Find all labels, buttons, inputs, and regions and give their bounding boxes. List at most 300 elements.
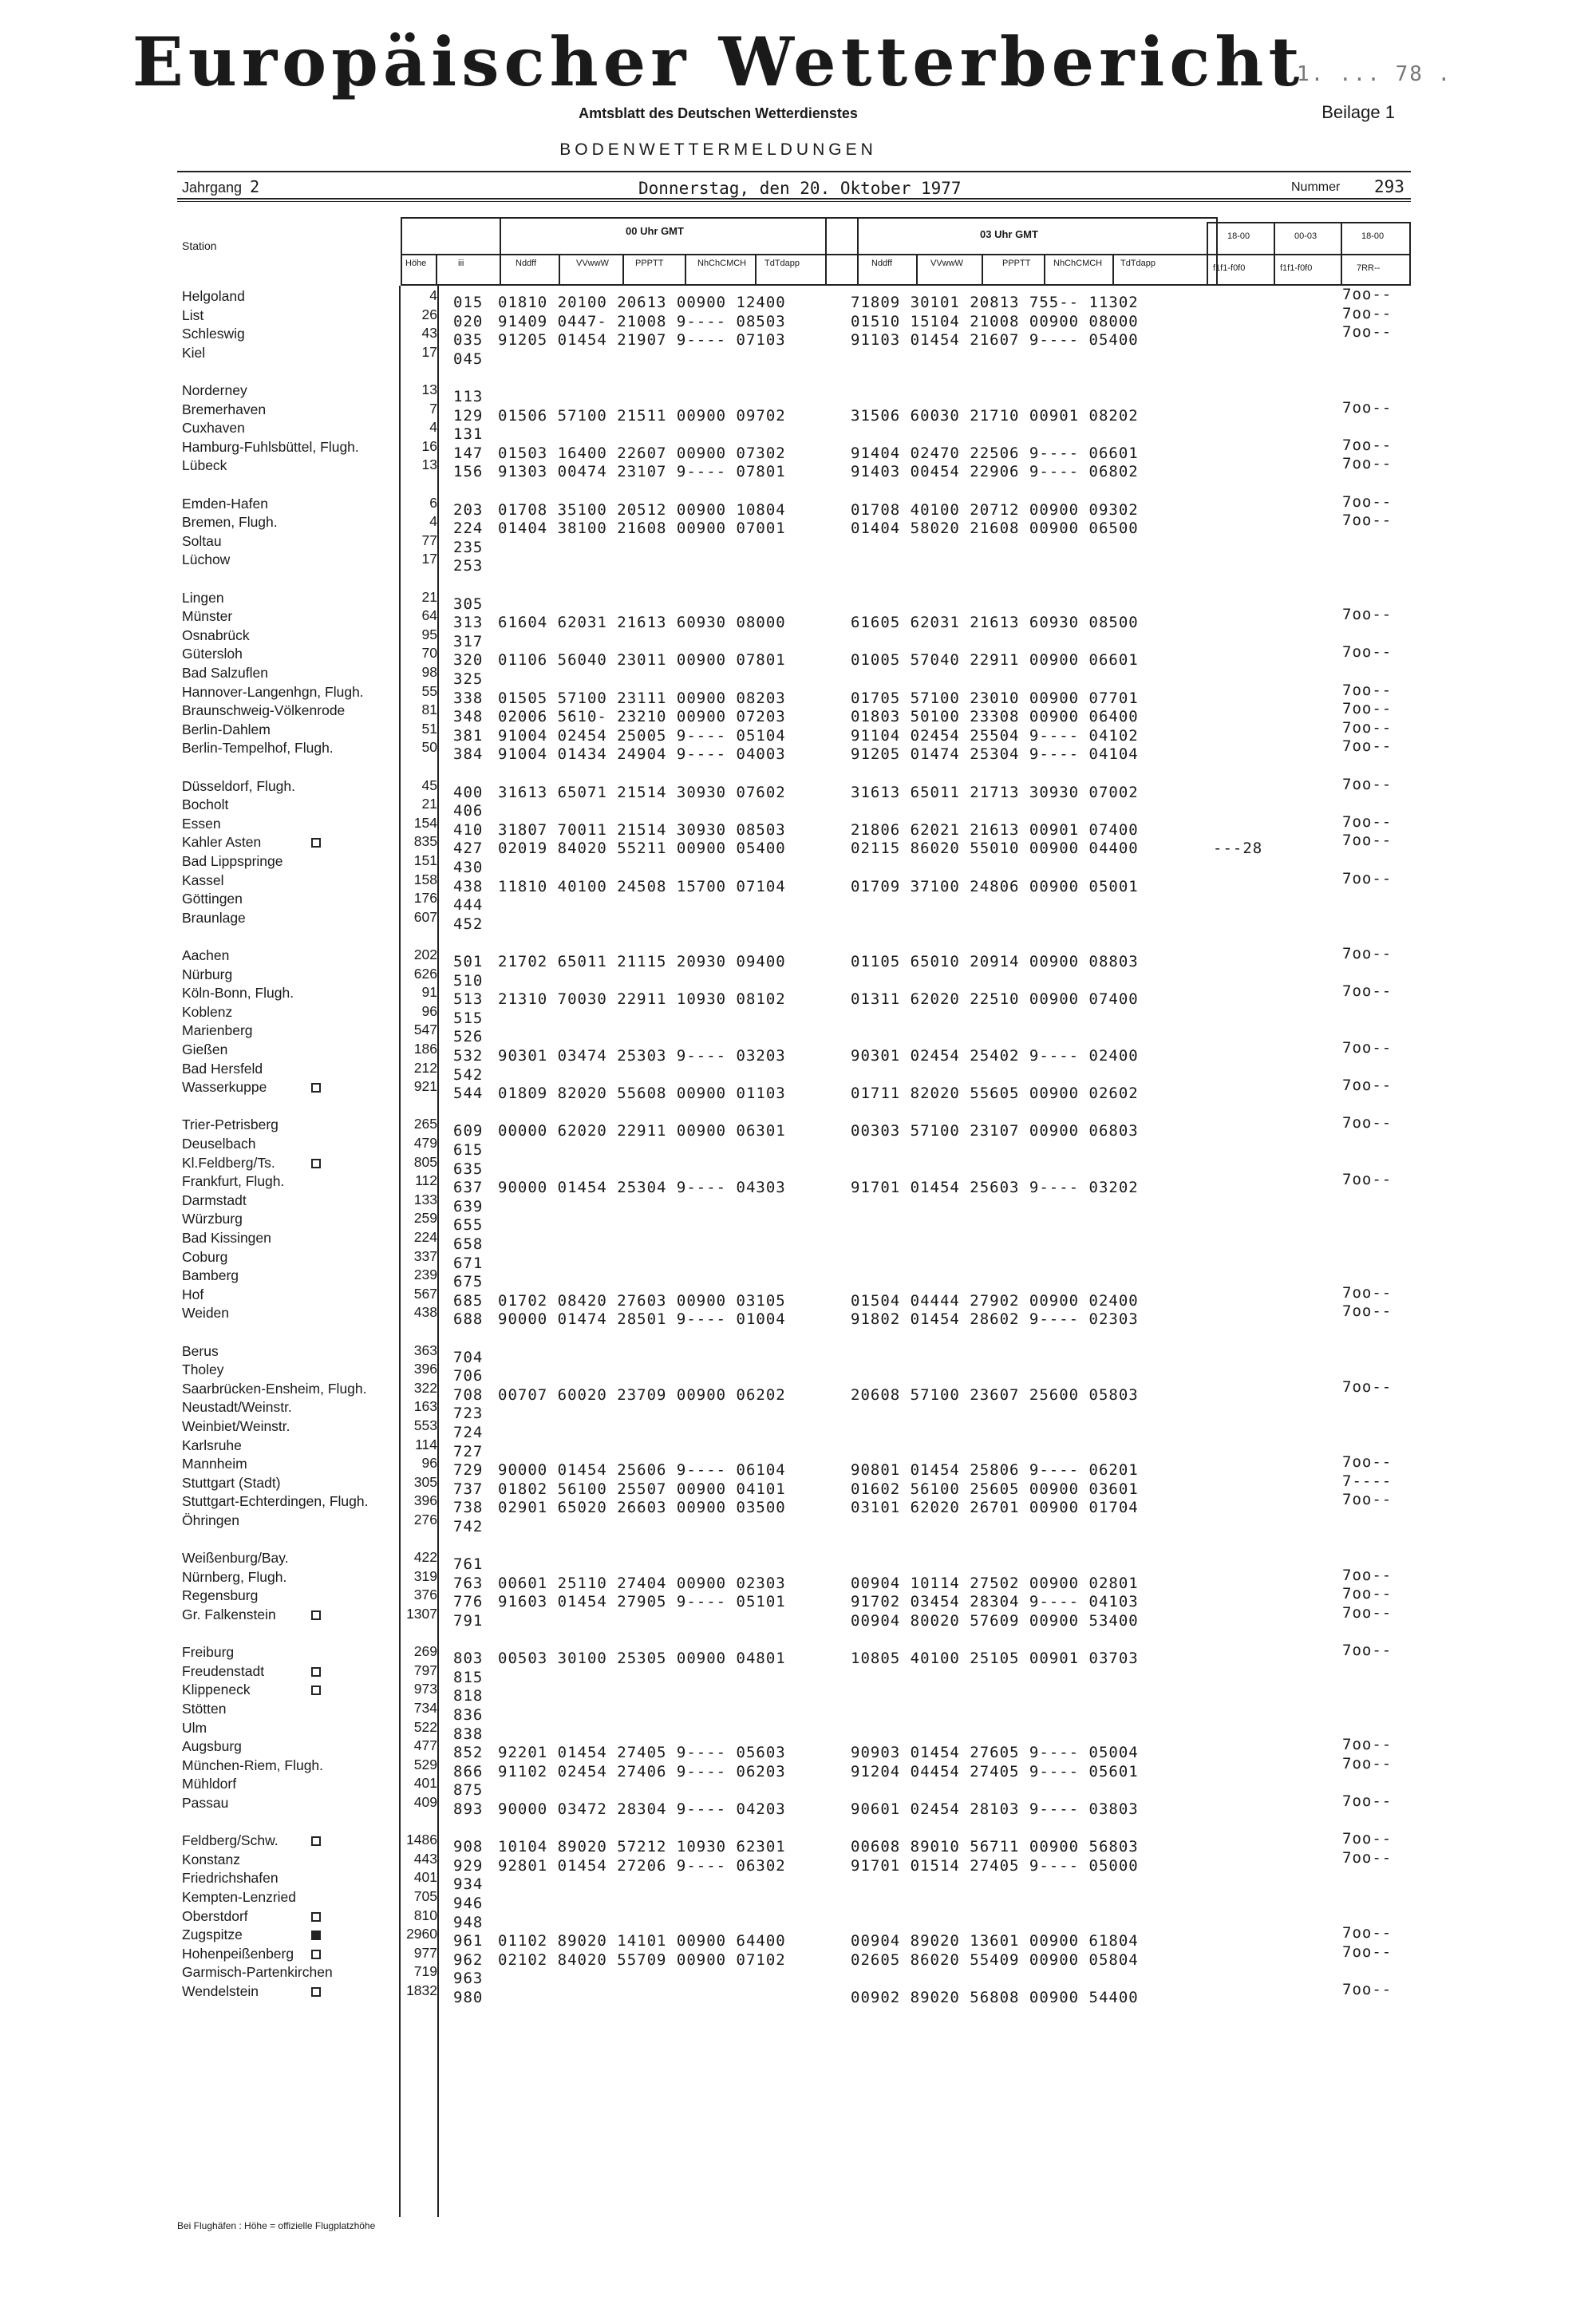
station-name: Emden-Hafen bbox=[182, 495, 268, 512]
station-name: München-Riem, Flugh. bbox=[182, 1757, 324, 1773]
station-height: 797 bbox=[413, 1662, 437, 1678]
obs-00-gmt: 01102 89020 14101 00900 64400 bbox=[498, 1932, 786, 1950]
station-id: 763 bbox=[453, 1574, 484, 1592]
square-marker bbox=[311, 1836, 321, 1846]
precip-group: 7oo-- bbox=[1342, 1981, 1393, 1998]
station-name: Berlin-Dahlem bbox=[182, 721, 271, 737]
station-name: Gießen bbox=[182, 1041, 228, 1057]
station-name: Weinbiet/Weinstr. bbox=[182, 1418, 290, 1434]
station-id: 147 bbox=[453, 444, 484, 462]
obs-00-gmt: 01809 82020 55608 00900 01103 bbox=[498, 1085, 786, 1103]
precip-group: 7oo-- bbox=[1342, 1604, 1393, 1622]
obs-00-gmt: 01810 20100 20613 00900 12400 bbox=[498, 294, 786, 311]
station-height: 396 bbox=[413, 1361, 437, 1377]
station-name: Lüchow bbox=[182, 551, 231, 568]
station-name: Bad Salzuflen bbox=[182, 665, 268, 681]
station-name: Marienberg bbox=[182, 1022, 253, 1039]
station-name: Hohenpeißenberg bbox=[182, 1945, 294, 1962]
obs-00-gmt: 92201 01454 27405 9---- 05603 bbox=[498, 1744, 786, 1762]
station-id: 444 bbox=[453, 896, 484, 915]
station-name: Nürnberg, Flugh. bbox=[182, 1568, 287, 1585]
group-00-header: 00 Uhr GMT bbox=[626, 225, 684, 237]
station-id: 738 bbox=[453, 1499, 484, 1517]
obs-03-gmt: 91802 01454 28602 9---- 02303 bbox=[851, 1310, 1139, 1329]
station-name: Braunschweig-Völkenrode bbox=[182, 702, 346, 719]
station-height: 21 bbox=[421, 796, 437, 812]
obs-03-gmt: 00904 10114 27502 00900 02801 bbox=[851, 1574, 1139, 1592]
obs-00-gmt: 91303 00474 23107 9---- 07801 bbox=[498, 463, 786, 481]
obs-03-gmt: 91104 02454 25504 9---- 04102 bbox=[851, 726, 1139, 745]
station-id: 129 bbox=[453, 406, 484, 425]
obs-00-gmt: 31613 65071 21514 30930 07602 bbox=[498, 783, 786, 801]
obs-03-gmt: 90801 01454 25806 9---- 06201 bbox=[851, 1461, 1139, 1480]
precip-group: 7oo-- bbox=[1342, 737, 1393, 756]
station-height: 151 bbox=[413, 852, 437, 868]
obs-00-gmt: 11810 40100 24508 15700 07104 bbox=[498, 877, 786, 895]
station-id: 131 bbox=[453, 425, 484, 444]
station-id: 510 bbox=[453, 971, 484, 990]
station-name: Hannover-Langenhgn, Flugh. bbox=[182, 683, 364, 700]
station-id: 875 bbox=[453, 1781, 484, 1800]
station-id: 235 bbox=[453, 538, 484, 556]
station-id: 305 bbox=[453, 595, 484, 613]
station-name: Köln-Bonn, Flugh. bbox=[182, 985, 294, 1002]
station-height: 835 bbox=[413, 833, 437, 850]
station-height: 805 bbox=[413, 1153, 437, 1170]
nummer-value: 293 bbox=[1374, 177, 1404, 196]
station-height: 401 bbox=[413, 1775, 437, 1792]
obs-00-gmt: 01708 35100 20512 00900 10804 bbox=[498, 500, 786, 519]
station-height: 77 bbox=[421, 532, 437, 548]
station-name: Wendelstein bbox=[182, 1983, 259, 1999]
station-name: Tholey bbox=[182, 1361, 224, 1378]
station-id: 963 bbox=[453, 1970, 484, 1988]
station-height: 305 bbox=[413, 1473, 437, 1490]
station-height: 154 bbox=[413, 814, 437, 831]
obs-00-gmt: 01503 16400 22607 00900 07302 bbox=[498, 444, 786, 462]
station-name: Helgoland bbox=[182, 288, 245, 304]
station-name: Cuxhaven bbox=[182, 420, 245, 437]
obs-03-gmt: 61605 62031 21613 60930 08500 bbox=[851, 614, 1139, 632]
obs-03-gmt: 91103 01454 21607 9---- 05400 bbox=[851, 331, 1139, 350]
obs-00-gmt: 91004 02454 25005 9---- 05104 bbox=[498, 726, 786, 745]
station-id: 737 bbox=[453, 1480, 484, 1498]
station-height: 547 bbox=[413, 1022, 437, 1038]
station-name: Freiburg bbox=[182, 1644, 235, 1661]
station-id: 803 bbox=[453, 1650, 484, 1668]
date-rule-thin bbox=[177, 201, 1411, 202]
b-sub-1: Nddff bbox=[871, 259, 893, 268]
obs-03-gmt: 02115 86020 55010 00900 04400 bbox=[851, 840, 1139, 858]
station-id: 639 bbox=[453, 1197, 484, 1215]
station-id: 893 bbox=[453, 1800, 484, 1818]
station-name: Freudenstadt bbox=[182, 1662, 265, 1679]
station-name: Öhringen bbox=[182, 1512, 239, 1528]
station-height: 719 bbox=[413, 1963, 437, 1980]
station-id: 791 bbox=[453, 1612, 484, 1630]
station-name: Darmstadt bbox=[182, 1192, 247, 1208]
obs-00-gmt: 02901 65020 26603 00900 03500 bbox=[498, 1499, 786, 1517]
r1-header: 18-00 bbox=[1227, 231, 1250, 241]
station-height: 239 bbox=[413, 1267, 437, 1283]
station-id: 400 bbox=[453, 783, 484, 801]
obs-00-gmt: 02102 84020 55709 00900 07102 bbox=[498, 1950, 786, 1969]
precip-group: 7oo-- bbox=[1342, 455, 1393, 473]
station-id: 313 bbox=[453, 614, 484, 632]
b-sub-4: NhChCMCH bbox=[1053, 259, 1103, 268]
station-id: 637 bbox=[453, 1179, 484, 1197]
obs-00-gmt: 01802 56100 25507 00900 04101 bbox=[498, 1480, 786, 1498]
obs-00-gmt: 01702 08420 27603 00900 03105 bbox=[498, 1291, 786, 1310]
station-height: 319 bbox=[413, 1567, 437, 1584]
station-id: 224 bbox=[453, 520, 484, 538]
station-height: 259 bbox=[413, 1210, 437, 1227]
a-sub-1: Nddff bbox=[516, 259, 537, 268]
obs-00-gmt: 10104 89020 57212 10930 62301 bbox=[498, 1838, 786, 1856]
station-name: Ulm bbox=[182, 1719, 207, 1736]
station-name: Bremen, Flugh. bbox=[182, 514, 278, 531]
station-height: 43 bbox=[421, 325, 437, 342]
station-height: 202 bbox=[413, 946, 437, 962]
subtitle: Amtsblatt des Deutschen Wetterdienstes bbox=[579, 105, 858, 121]
header-mid-rule bbox=[401, 254, 1218, 255]
station-name: Konstanz bbox=[182, 1851, 240, 1867]
square-marker bbox=[311, 1987, 321, 1997]
nummer-label: Nummer bbox=[1291, 180, 1341, 194]
station-name: Osnabrück bbox=[182, 626, 250, 643]
station-id: 609 bbox=[453, 1122, 484, 1140]
precip-group: 7oo-- bbox=[1342, 982, 1393, 1001]
station-name: Kassel bbox=[182, 871, 224, 888]
obs-03-gmt: 71809 30101 20813 755-- 11302 bbox=[851, 294, 1139, 311]
obs-03-gmt: 01404 58020 21608 00900 06500 bbox=[851, 520, 1139, 538]
square-marker bbox=[311, 1686, 321, 1695]
station-height: 567 bbox=[413, 1285, 437, 1302]
r2-header: 00-03 bbox=[1294, 231, 1317, 241]
station-height: 70 bbox=[421, 645, 437, 662]
obs-03-gmt: 90601 02454 28103 9---- 03803 bbox=[851, 1800, 1139, 1818]
station-name: Koblenz bbox=[182, 1003, 233, 1020]
station-id: 934 bbox=[453, 1875, 484, 1894]
r3-header: 18-00 bbox=[1361, 231, 1385, 241]
obs-03-gmt: 01105 65010 20914 00900 08803 bbox=[851, 953, 1139, 970]
station-id: 542 bbox=[453, 1065, 484, 1084]
obs-00-gmt: 91004 01434 24904 9---- 04003 bbox=[498, 745, 786, 764]
precip-group: 7oo-- bbox=[1342, 492, 1393, 511]
station-id: 685 bbox=[453, 1291, 484, 1310]
obs-00-gmt: 90000 01454 25304 9---- 04303 bbox=[498, 1179, 786, 1197]
jahrgang-label: Jahrgang 2 bbox=[182, 177, 260, 196]
station-height: 1486 bbox=[406, 1832, 437, 1848]
station-id: 962 bbox=[453, 1950, 484, 1969]
precip-group: 7oo-- bbox=[1342, 1642, 1393, 1660]
obs-00-gmt: 91102 02454 27406 9---- 06203 bbox=[498, 1762, 786, 1780]
obs-03-gmt: 31613 65011 21713 30930 07002 bbox=[851, 783, 1139, 801]
obs-03-gmt: 01504 04444 27902 00900 02400 bbox=[851, 1291, 1139, 1310]
station-id: 815 bbox=[453, 1668, 484, 1686]
station-height: 17 bbox=[421, 551, 437, 567]
precip-group: 7oo-- bbox=[1342, 1283, 1393, 1302]
a-sub-4: NhChCMCH bbox=[697, 259, 747, 268]
obs-00-gmt: 00601 25110 27404 00900 02303 bbox=[498, 1574, 786, 1592]
square-marker bbox=[311, 838, 321, 848]
station-height: 7 bbox=[429, 400, 437, 417]
station-height: 91 bbox=[421, 984, 437, 1001]
station-height: 337 bbox=[413, 1247, 437, 1264]
station-height: 363 bbox=[413, 1342, 437, 1358]
station-id: 430 bbox=[453, 859, 484, 876]
station-id: 532 bbox=[453, 1047, 484, 1065]
station-height: 396 bbox=[413, 1492, 437, 1509]
station-name: Essen bbox=[182, 815, 221, 832]
station-name: Regensburg bbox=[182, 1587, 259, 1604]
precip-group: 7oo-- bbox=[1342, 869, 1393, 887]
obs-03-gmt: 01005 57040 22911 00900 06601 bbox=[851, 651, 1139, 670]
precip-group: 7oo-- bbox=[1342, 718, 1393, 737]
station-height: 45 bbox=[421, 777, 437, 793]
station-id: 156 bbox=[453, 463, 484, 481]
b-sub-2: VVwwW bbox=[930, 259, 963, 268]
header-box bbox=[401, 217, 1218, 286]
station-name: Düsseldorf, Flugh. bbox=[182, 777, 296, 794]
obs-03-gmt: 31506 60030 21710 00901 08202 bbox=[851, 406, 1139, 425]
station-id: 723 bbox=[453, 1405, 484, 1423]
precip-group: 7oo-- bbox=[1342, 1792, 1393, 1810]
station-height: 276 bbox=[413, 1512, 437, 1527]
station-id: 776 bbox=[453, 1593, 484, 1611]
square-marker bbox=[311, 1610, 321, 1620]
station-name: Stuttgart (Stadt) bbox=[182, 1474, 281, 1491]
station-id: 406 bbox=[453, 802, 484, 820]
station-height: 401 bbox=[413, 1869, 437, 1886]
obs-03-gmt: 01709 37100 24806 00900 05001 bbox=[851, 877, 1139, 895]
station-id: 020 bbox=[453, 312, 484, 330]
station-name: Schleswig bbox=[182, 326, 245, 342]
station-id: 035 bbox=[453, 331, 484, 350]
station-height: 409 bbox=[413, 1794, 437, 1810]
obs-00-gmt: 00707 60020 23709 00900 06202 bbox=[498, 1385, 786, 1404]
obs-03-gmt: 91205 01474 25304 9---- 04104 bbox=[851, 745, 1139, 764]
obs-00-gmt: 01506 57100 21511 00900 09702 bbox=[498, 406, 786, 425]
station-name: Norderney bbox=[182, 382, 247, 398]
b-sub-5: TdTdapp bbox=[1120, 259, 1156, 268]
station-id: 317 bbox=[453, 632, 484, 650]
station-height: 96 bbox=[421, 1002, 437, 1019]
station-id: 113 bbox=[453, 388, 484, 405]
hoehe-header: Höhe bbox=[405, 259, 427, 268]
station-name: Weiden bbox=[182, 1305, 230, 1322]
station-height: 522 bbox=[413, 1718, 437, 1735]
obs-03-gmt: 91403 00454 22906 9---- 06802 bbox=[851, 463, 1139, 481]
station-id: 015 bbox=[453, 294, 484, 311]
precip-group: 7oo-- bbox=[1342, 323, 1393, 342]
obs-03-gmt: 01510 15104 21008 00900 08000 bbox=[851, 312, 1139, 330]
station-id: 348 bbox=[453, 708, 484, 726]
station-name: Stötten bbox=[182, 1701, 227, 1717]
obs-03-gmt: 00904 80020 57609 00900 53400 bbox=[851, 1612, 1139, 1630]
station-id: 635 bbox=[453, 1160, 484, 1178]
obs-03-gmt: 91702 03454 28304 9---- 04103 bbox=[851, 1593, 1139, 1611]
obs-03-gmt: 01705 57100 23010 00900 07701 bbox=[851, 689, 1139, 707]
station-name: Friedrichshafen bbox=[182, 1870, 279, 1887]
precip-group: 7oo-- bbox=[1342, 606, 1393, 624]
obs-03-gmt: 00303 57100 23107 00900 06803 bbox=[851, 1122, 1139, 1140]
station-id: 615 bbox=[453, 1141, 484, 1159]
precip-group: 7oo-- bbox=[1342, 1566, 1393, 1584]
station-name: Weißenburg/Bay. bbox=[182, 1550, 289, 1567]
obs-00-gmt: 01505 57100 23111 00900 08203 bbox=[498, 689, 786, 707]
obs-03-gmt: 90301 02454 25402 9---- 02400 bbox=[851, 1047, 1139, 1065]
station-height: 2960 bbox=[406, 1926, 437, 1942]
precip-group: 7oo-- bbox=[1342, 1077, 1393, 1095]
station-name: Passau bbox=[182, 1795, 229, 1811]
station-name: Kempten-Lenzried bbox=[182, 1889, 296, 1905]
station-height: 176 bbox=[413, 890, 437, 907]
jahrgang-value: 2 bbox=[250, 177, 260, 196]
station-height: 269 bbox=[413, 1643, 437, 1660]
station-height: 224 bbox=[413, 1229, 437, 1245]
precip-group: 7oo-- bbox=[1342, 1830, 1393, 1848]
r3-sub: 7RR-- bbox=[1357, 263, 1381, 273]
station-id: 526 bbox=[453, 1028, 484, 1046]
station-height: 607 bbox=[413, 908, 437, 925]
b-sub-3: PPPTT bbox=[1002, 259, 1031, 268]
station-height: 626 bbox=[413, 965, 437, 982]
obs-00-gmt: 61604 62031 21613 60930 08000 bbox=[498, 614, 786, 632]
obs-00-gmt: 91409 0447- 21008 9---- 08503 bbox=[498, 312, 786, 330]
station-height: 810 bbox=[413, 1907, 437, 1923]
precip-group: 7oo-- bbox=[1342, 1039, 1393, 1057]
station-id: 203 bbox=[453, 500, 484, 519]
obs-00-gmt: 02006 5610- 23210 00900 07203 bbox=[498, 708, 786, 726]
station-name: Klippeneck bbox=[182, 1682, 251, 1698]
station-height: 376 bbox=[413, 1587, 437, 1603]
station-height: 438 bbox=[413, 1304, 437, 1321]
station-name: Nürburg bbox=[182, 966, 233, 982]
precip-group: 7oo-- bbox=[1342, 398, 1393, 417]
station-height: 13 bbox=[421, 381, 437, 397]
station-header: Station bbox=[182, 239, 217, 252]
obs-03-gmt: 21806 62021 21613 00901 07400 bbox=[851, 820, 1139, 839]
station-id: 706 bbox=[453, 1367, 484, 1385]
precip-group: 7oo-- bbox=[1342, 832, 1393, 850]
precip-group: 7oo-- bbox=[1342, 436, 1393, 454]
station-height: 1832 bbox=[406, 1982, 437, 1998]
precip-group: 7oo-- bbox=[1342, 1491, 1393, 1509]
station-name: Gr. Falkenstein bbox=[182, 1606, 276, 1622]
station-id: 704 bbox=[453, 1348, 484, 1366]
obs-00-gmt: 01404 38100 21608 00900 07001 bbox=[498, 520, 786, 538]
station-name: Kl.Feldberg/Ts. bbox=[182, 1154, 275, 1171]
station-id: 742 bbox=[453, 1518, 484, 1535]
station-name: Trier-Petrisberg bbox=[182, 1116, 279, 1133]
obs-03-gmt: 90903 01454 27605 9---- 05004 bbox=[851, 1744, 1139, 1762]
a-sub-5: TdTdapp bbox=[764, 259, 800, 268]
station-id: 384 bbox=[453, 745, 484, 764]
square-marker bbox=[311, 1912, 321, 1922]
beilage-label: Beilage 1 bbox=[1321, 102, 1395, 122]
precip-group: 7oo-- bbox=[1342, 1114, 1393, 1132]
station-height: 50 bbox=[421, 739, 437, 756]
station-name: Berus bbox=[182, 1342, 219, 1359]
precip-group: 7oo-- bbox=[1342, 1302, 1393, 1321]
obs-00-gmt: 90000 01474 28501 9---- 01004 bbox=[498, 1310, 786, 1329]
station-name: Berlin-Tempelhof, Flugh. bbox=[182, 740, 334, 757]
station-id: 852 bbox=[453, 1744, 484, 1762]
station-id: 320 bbox=[453, 651, 484, 670]
station-height: 422 bbox=[413, 1549, 437, 1566]
station-height: 186 bbox=[413, 1041, 437, 1057]
station-name: List bbox=[182, 306, 204, 323]
precip-group: 7oo-- bbox=[1342, 1924, 1393, 1942]
station-height: 322 bbox=[413, 1379, 437, 1396]
station-id: 671 bbox=[453, 1254, 484, 1272]
station-id: 724 bbox=[453, 1424, 484, 1441]
precip-group: 7oo-- bbox=[1342, 1453, 1393, 1472]
station-height: 479 bbox=[413, 1135, 437, 1151]
station-height: 977 bbox=[413, 1944, 437, 1961]
station-height: 443 bbox=[413, 1850, 437, 1867]
station-id: 045 bbox=[453, 350, 484, 368]
station-id: 410 bbox=[453, 820, 484, 839]
station-name: Würzburg bbox=[182, 1211, 243, 1227]
station-height: 4 bbox=[429, 513, 437, 530]
obs-03-gmt: 02605 86020 55409 00900 05804 bbox=[851, 1950, 1139, 1969]
station-id: 655 bbox=[453, 1216, 484, 1235]
station-height: 17 bbox=[421, 343, 437, 360]
precip-group: 7oo-- bbox=[1342, 945, 1393, 962]
station-name: Wasserkuppe bbox=[182, 1079, 267, 1096]
precip-group: 7oo-- bbox=[1342, 1171, 1393, 1189]
station-name: Bad Kissingen bbox=[182, 1230, 271, 1246]
station-id: 325 bbox=[453, 670, 484, 688]
precip-group: 7oo-- bbox=[1342, 1848, 1393, 1867]
station-id: 908 bbox=[453, 1838, 484, 1856]
obs-00-gmt: 90301 03474 25303 9---- 03203 bbox=[498, 1047, 786, 1065]
station-name: Bamberg bbox=[182, 1267, 239, 1284]
station-height: 6 bbox=[429, 494, 437, 511]
station-id: 946 bbox=[453, 1895, 484, 1912]
station-name: Mannheim bbox=[182, 1456, 247, 1472]
date-rule bbox=[177, 198, 1411, 200]
station-name: Bad Hersfeld bbox=[182, 1060, 263, 1077]
footnote: Bei Flughäfen : Höhe = offizielle Flugplatzhöhe bbox=[177, 2220, 376, 2231]
station-name: Soltau bbox=[182, 532, 222, 549]
obs-03-gmt: 91204 04454 27405 9---- 05601 bbox=[851, 1762, 1139, 1780]
station-name: Neustadt/Weinstr. bbox=[182, 1399, 292, 1416]
station-id: 727 bbox=[453, 1442, 484, 1460]
station-id: 761 bbox=[453, 1555, 484, 1574]
station-name: Kahler Asten bbox=[182, 834, 262, 851]
precip-group: 7oo-- bbox=[1342, 304, 1393, 322]
station-id: 688 bbox=[453, 1310, 484, 1329]
station-name: Oberstdorf bbox=[182, 1907, 248, 1924]
station-name: Bremerhaven bbox=[182, 401, 267, 417]
station-height: 553 bbox=[413, 1417, 437, 1433]
station-name: Deuselbach bbox=[182, 1136, 256, 1152]
station-name: Frankfurt, Flugh. bbox=[182, 1173, 285, 1190]
obs-03-gmt: 00608 89010 56711 00900 56803 bbox=[851, 1838, 1139, 1856]
station-name: Feldberg/Schw. bbox=[182, 1832, 279, 1849]
precip-group: 7oo-- bbox=[1342, 643, 1393, 662]
precip-group: 7oo-- bbox=[1342, 1377, 1393, 1396]
r2-sub: f1f1-f0f0 bbox=[1280, 263, 1313, 273]
obs-03-gmt: 01711 82020 55605 00900 02602 bbox=[851, 1085, 1139, 1103]
obs-03-gmt: 01311 62020 22510 00900 07400 bbox=[851, 990, 1139, 1009]
obs-00-gmt: 02019 84020 55211 00900 05400 bbox=[498, 840, 786, 858]
precip-group: 7oo-- bbox=[1342, 700, 1393, 718]
station-name: Kiel bbox=[182, 344, 206, 361]
